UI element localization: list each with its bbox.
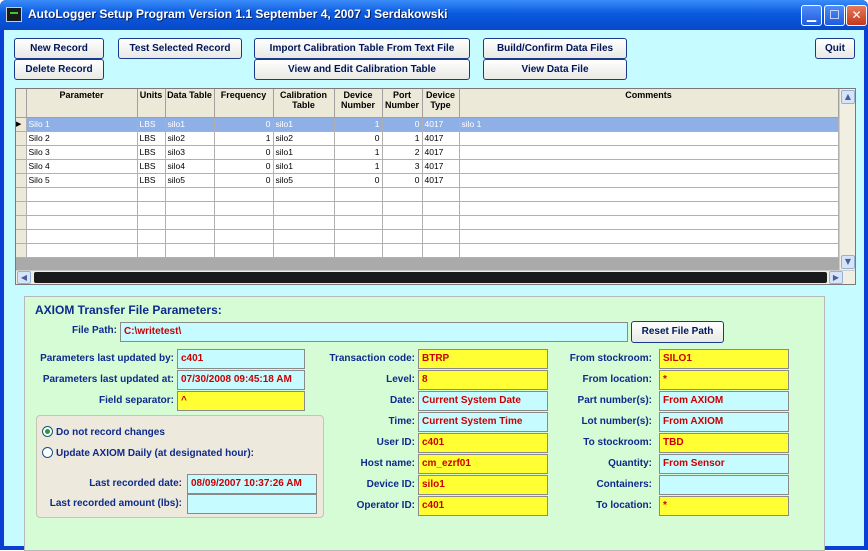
table-cell[interactable]: silo1: [165, 117, 214, 131]
transaction-code-label: Transaction code:: [329, 353, 415, 364]
to-stockroom-label: To stockroom:: [583, 437, 652, 448]
device-id-field[interactable]: silo1: [418, 475, 548, 495]
table-cell[interactable]: [165, 201, 214, 215]
table-cell[interactable]: [26, 215, 137, 229]
minimize-button[interactable]: [801, 5, 822, 26]
table-cell[interactable]: Silo 4: [26, 159, 137, 173]
scroll-right-icon[interactable]: ▶: [829, 271, 843, 284]
recording-options: [36, 415, 324, 518]
field-separator-field[interactable]: ^: [177, 391, 305, 411]
table-cell[interactable]: [137, 229, 165, 243]
col-header[interactable]: Parameter: [26, 89, 137, 117]
test-selected-record-button[interactable]: Test Selected Record: [118, 38, 242, 59]
table-cell[interactable]: 4017: [422, 173, 459, 187]
table-cell[interactable]: [459, 131, 838, 145]
radio-update-daily-label: Update AXIOM Daily (at designated hour):: [56, 448, 254, 459]
table-cell[interactable]: 1: [382, 131, 422, 145]
empty-row[interactable]: [16, 243, 838, 257]
table-cell[interactable]: [334, 243, 382, 257]
table-cell[interactable]: 2: [382, 145, 422, 159]
from-location-field[interactable]: *: [659, 370, 789, 390]
table-cell[interactable]: [382, 187, 422, 201]
table-cell[interactable]: [422, 229, 459, 243]
table-cell[interactable]: [26, 201, 137, 215]
scroll-up-icon[interactable]: ▲: [841, 90, 855, 104]
from-location-label: From location:: [582, 374, 652, 385]
col-header[interactable]: Data Table: [165, 89, 214, 117]
app-icon: [6, 7, 22, 22]
table-cell[interactable]: [459, 201, 838, 215]
table-cell[interactable]: [459, 243, 838, 257]
table-cell[interactable]: 0: [214, 173, 273, 187]
grid-horizontal-scrollbar[interactable]: [16, 270, 855, 284]
table-cell[interactable]: 1: [334, 117, 382, 131]
minimize-icon: ▁: [806, 8, 817, 22]
close-icon: ✕: [851, 8, 862, 22]
table-cell[interactable]: LBS: [137, 173, 165, 187]
row-selector[interactable]: [16, 159, 26, 173]
params-updated-at-field[interactable]: 07/30/2008 09:45:18 AM: [177, 370, 305, 390]
table-cell[interactable]: silo5: [165, 173, 214, 187]
table-cell[interactable]: [459, 173, 838, 187]
row-selector[interactable]: [16, 131, 26, 145]
table-cell[interactable]: LBS: [137, 145, 165, 159]
col-header[interactable]: Units: [137, 89, 165, 117]
table-cell[interactable]: [165, 243, 214, 257]
table-cell[interactable]: [422, 215, 459, 229]
table-cell[interactable]: [137, 187, 165, 201]
table-row[interactable]: [16, 117, 838, 131]
scroll-left-icon[interactable]: ◀: [17, 271, 31, 284]
table-cell[interactable]: [137, 201, 165, 215]
close-button[interactable]: [846, 5, 867, 26]
row-selector[interactable]: [16, 145, 26, 159]
row-selector[interactable]: [16, 187, 26, 201]
table-cell[interactable]: [382, 201, 422, 215]
empty-row[interactable]: [16, 215, 838, 229]
table-cell[interactable]: [214, 243, 273, 257]
containers-field[interactable]: [659, 475, 789, 495]
table-cell[interactable]: [165, 229, 214, 243]
table-cell[interactable]: Silo 2: [26, 131, 137, 145]
table-cell[interactable]: [422, 201, 459, 215]
records-grid[interactable]: [15, 88, 856, 285]
table-cell[interactable]: 4017: [422, 159, 459, 173]
table-cell[interactable]: LBS: [137, 131, 165, 145]
user-id-field[interactable]: c401: [418, 433, 548, 453]
table-cell[interactable]: silo5: [273, 173, 334, 187]
axiom-panel-title: AXIOM Transfer File Parameters:: [35, 303, 222, 317]
reset-file-path-button[interactable]: Reset File Path: [631, 321, 724, 343]
radio-no-record-label: Do not record changes: [56, 427, 165, 438]
last-recorded-amount-label: Last recorded amount (lbs):: [49, 498, 182, 509]
table-row[interactable]: [16, 145, 838, 159]
records-table: [16, 89, 839, 258]
radio-update-daily[interactable]: [42, 447, 254, 459]
table-cell[interactable]: 0: [214, 117, 273, 131]
table-cell[interactable]: [334, 229, 382, 243]
table-cell[interactable]: Silo 5: [26, 173, 137, 187]
table-cell[interactable]: [273, 201, 334, 215]
time-label: Time:: [388, 416, 415, 427]
table-cell[interactable]: [459, 159, 838, 173]
lot-numbers-label: Lot number(s):: [581, 416, 652, 427]
row-selector[interactable]: [16, 215, 26, 229]
table-cell[interactable]: silo1: [273, 159, 334, 173]
import-calibration-button[interactable]: Import Calibration Table From Text File: [254, 38, 470, 59]
maximize-button[interactable]: [824, 5, 845, 26]
part-numbers-label: Part number(s):: [577, 395, 652, 406]
last-recorded-amount-field[interactable]: [187, 494, 317, 514]
maximize-icon: ☐: [829, 8, 840, 22]
table-cell[interactable]: [382, 229, 422, 243]
table-cell[interactable]: silo2: [165, 131, 214, 145]
new-record-button[interactable]: New Record: [14, 38, 104, 59]
table-cell[interactable]: silo3: [165, 145, 214, 159]
table-cell[interactable]: 1: [334, 159, 382, 173]
view-data-file-button[interactable]: View Data File: [483, 59, 627, 80]
table-cell[interactable]: [214, 215, 273, 229]
row-selector[interactable]: [16, 229, 26, 243]
row-selector[interactable]: [16, 201, 26, 215]
table-cell[interactable]: silo4: [165, 159, 214, 173]
table-cell[interactable]: [214, 187, 273, 201]
view-calibration-button[interactable]: View and Edit Calibration Table: [254, 59, 470, 80]
radio-no-record[interactable]: [42, 426, 165, 438]
quit-button[interactable]: Quit: [815, 38, 855, 59]
col-header[interactable]: Frequency: [214, 89, 273, 117]
table-cell[interactable]: 4017: [422, 131, 459, 145]
table-cell[interactable]: [26, 243, 137, 257]
table-cell[interactable]: silo1: [273, 145, 334, 159]
scroll-down-icon[interactable]: ▼: [841, 255, 855, 269]
table-cell[interactable]: [26, 229, 137, 243]
table-cell[interactable]: 3: [382, 159, 422, 173]
table-cell[interactable]: 0: [334, 131, 382, 145]
table-cell[interactable]: [214, 229, 273, 243]
time-field[interactable]: Current System Time: [418, 412, 548, 432]
device-id-label: Device ID:: [366, 479, 415, 490]
last-recorded-date-field[interactable]: 08/09/2007 10:37:26 AM: [187, 474, 317, 494]
table-cell[interactable]: 0: [214, 159, 273, 173]
table-cell[interactable]: [459, 215, 838, 229]
build-confirm-button[interactable]: Build/Confirm Data Files: [483, 38, 627, 59]
table-cell[interactable]: 0: [382, 173, 422, 187]
table-cell[interactable]: [165, 215, 214, 229]
table-cell[interactable]: silo1: [273, 117, 334, 131]
col-header[interactable]: Calibration Table: [273, 89, 334, 117]
table-cell[interactable]: [137, 215, 165, 229]
table-cell[interactable]: 4017: [422, 145, 459, 159]
table-cell[interactable]: [459, 187, 838, 201]
table-cell[interactable]: 0: [214, 145, 273, 159]
table-cell[interactable]: [459, 145, 838, 159]
table-cell[interactable]: [273, 243, 334, 257]
table-row[interactable]: [16, 131, 838, 145]
empty-row[interactable]: [16, 201, 838, 215]
to-location-field[interactable]: *: [659, 496, 789, 516]
row-selector[interactable]: [16, 173, 26, 187]
file-path-label: File Path:: [71, 325, 117, 336]
table-cell[interactable]: [382, 215, 422, 229]
operator-id-field[interactable]: c401: [418, 496, 548, 516]
empty-row[interactable]: [16, 187, 838, 201]
quantity-field[interactable]: From Sensor: [659, 454, 789, 474]
table-cell[interactable]: LBS: [137, 159, 165, 173]
table-cell[interactable]: 0: [334, 173, 382, 187]
table-cell[interactable]: 0: [382, 117, 422, 131]
host-name-label: Host name:: [360, 458, 415, 469]
table-cell[interactable]: 1: [214, 131, 273, 145]
table-cell[interactable]: [273, 215, 334, 229]
table-cell[interactable]: [334, 187, 382, 201]
table-cell[interactable]: [214, 201, 273, 215]
table-cell[interactable]: Silo 1: [26, 117, 137, 131]
table-row[interactable]: [16, 159, 838, 173]
table-cell[interactable]: [422, 187, 459, 201]
last-recorded-date-label: Last recorded date:: [89, 478, 182, 489]
transaction-code-field[interactable]: BTRP: [418, 349, 548, 369]
title-bar[interactable]: [0, 0, 868, 30]
empty-row[interactable]: [16, 229, 838, 243]
date-label: Date:: [389, 395, 415, 406]
table-cell[interactable]: [273, 187, 334, 201]
table-cell[interactable]: 4017: [422, 117, 459, 131]
part-numbers-field[interactable]: From AXIOM: [659, 391, 789, 411]
from-stockroom-field[interactable]: SILO1: [659, 349, 789, 369]
date-field[interactable]: Current System Date: [418, 391, 548, 411]
table-cell[interactable]: [334, 201, 382, 215]
lot-numbers-field[interactable]: From AXIOM: [659, 412, 789, 432]
axiom-panel: [24, 296, 825, 551]
table-cell[interactable]: Silo 3: [26, 145, 137, 159]
params-updated-at-label: Parameters last updated at:: [42, 374, 174, 385]
level-field[interactable]: 8: [418, 370, 548, 390]
table-cell[interactable]: [334, 215, 382, 229]
table-cell[interactable]: [422, 243, 459, 257]
user-id-label: User ID:: [376, 437, 415, 448]
field-separator-label: Field separator:: [98, 395, 174, 406]
table-cell[interactable]: [165, 187, 214, 201]
col-header[interactable]: Device Type: [422, 89, 459, 117]
current-row-icon[interactable]: ▶: [16, 117, 26, 131]
col-header[interactable]: Port Number: [382, 89, 422, 117]
host-name-field[interactable]: cm_ezrf01: [418, 454, 548, 474]
grid-vertical-scrollbar[interactable]: [839, 89, 855, 270]
radio-unselected-icon: [42, 447, 53, 458]
table-cell[interactable]: [382, 243, 422, 257]
file-path-field[interactable]: C:\writetest\: [120, 322, 628, 342]
table-cell[interactable]: 1: [334, 145, 382, 159]
quantity-label: Quantity:: [608, 458, 652, 469]
operator-id-label: Operator ID:: [356, 500, 415, 511]
radio-selected-icon: [42, 426, 53, 437]
level-label: Level:: [386, 374, 415, 385]
row-selector[interactable]: [16, 243, 26, 257]
client-area: [4, 30, 864, 546]
to-stockroom-field[interactable]: TBD: [659, 433, 789, 453]
col-header[interactable]: Comments: [459, 89, 838, 117]
window-title: AutoLogger Setup Program Version 1.1 September 4, 2007 J Serdakowski: [28, 7, 448, 21]
table-cell[interactable]: [26, 187, 137, 201]
table-cell[interactable]: [273, 229, 334, 243]
table-cell[interactable]: [459, 229, 838, 243]
table-cell[interactable]: LBS: [137, 117, 165, 131]
scroll-thumb[interactable]: [34, 272, 827, 283]
to-location-label: To location:: [596, 500, 652, 511]
table-cell[interactable]: silo 1: [459, 117, 838, 131]
col-header[interactable]: Device Number: [334, 89, 382, 117]
delete-record-button[interactable]: Delete Record: [14, 59, 104, 80]
containers-label: Containers:: [596, 479, 652, 490]
from-stockroom-label: From stockroom:: [569, 353, 652, 364]
params-updated-by-label: Parameters last updated by:: [40, 353, 174, 364]
params-updated-by-field[interactable]: c401: [177, 349, 305, 369]
table-cell[interactable]: silo2: [273, 131, 334, 145]
table-row[interactable]: [16, 173, 838, 187]
table-cell[interactable]: [137, 243, 165, 257]
row-selector-header: [16, 89, 26, 117]
